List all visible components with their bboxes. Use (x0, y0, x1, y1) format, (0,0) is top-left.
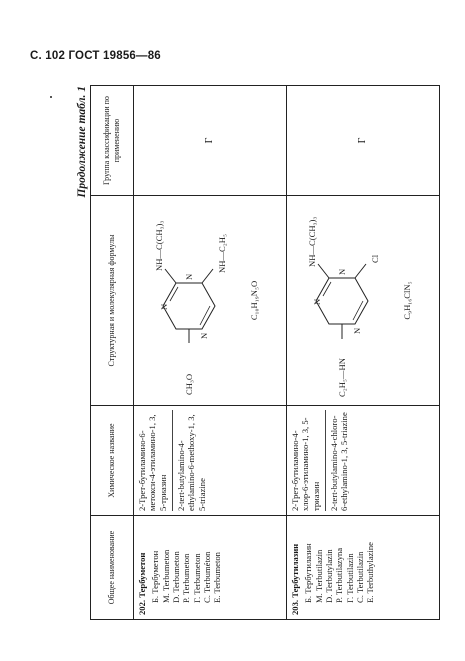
ring-nitrogen: N (184, 273, 194, 280)
structural-formula (290, 200, 396, 401)
common-name-cell (134, 516, 287, 620)
chemical-name-en: 2-tert-butylamino-4-ethylamino-6-methoxy-1, 3, 5-triazine (172, 410, 207, 511)
list-item: Е. Terbumeton (212, 552, 223, 603)
rotated-table-container (78, 86, 440, 620)
structure-cell (134, 196, 287, 406)
list-item: Р. Terbutilazyna (334, 547, 345, 603)
table-continuation-title: Продолжение табл. 1 (76, 86, 88, 198)
ring-nitrogen: N (337, 268, 347, 275)
list-item: D. Terbutylazin (323, 549, 334, 603)
substituent-top: NH—C(CH₃)₃ (307, 216, 317, 267)
list-item: Г. Terbumeton (191, 553, 202, 603)
chemical-name-ru: 2-Трет-бутиламино-4-хлор-6-этиламино-1, 3, 5-триазин (290, 417, 321, 511)
structure-cell (287, 196, 440, 406)
common-name: Тербуметон (137, 552, 147, 598)
ring-nitrogen: N (352, 327, 362, 334)
classification-table (90, 85, 440, 620)
common-name-cell (287, 516, 440, 620)
molecular-formula: C₉H₁₆ClN₅ (402, 281, 412, 320)
ring-nitrogen: N (159, 303, 169, 310)
col-header-structure: Структурная и молекулярная формулы (91, 196, 134, 406)
table-row (287, 86, 440, 620)
name-list (150, 520, 222, 603)
group-cell: Г (287, 86, 440, 196)
name-list (303, 520, 375, 603)
list-item: М. Terbumeton (160, 549, 171, 603)
stray-mark (50, 96, 52, 98)
group-cell: Г (134, 86, 287, 196)
substituent-left: CH₃O (184, 373, 194, 395)
col-header-chemical: Химическое название (91, 406, 134, 516)
list-item: D. Terbumeton (170, 551, 181, 603)
common-name: Тербутилазин (290, 543, 300, 598)
chemical-name-cell (287, 406, 440, 516)
page-header: С. 102 ГОСТ 19856—86 (30, 50, 161, 62)
substituent-bottom: Cl (370, 254, 380, 263)
substituent-left: C₂H₅—HN (337, 358, 347, 397)
table-header-row (91, 86, 134, 620)
list-item: С. Terbuméton (201, 551, 212, 603)
chemical-name-cell (134, 406, 287, 516)
structural-formula (137, 200, 243, 401)
list-item: Р. Terbumeton (181, 553, 192, 603)
list-item: Е. Terbuthylazine (365, 542, 376, 603)
row-number: 203. (290, 599, 300, 615)
substituent-bottom: NH—C₂H₅ (217, 234, 227, 273)
list-item: С. Terbutilazin (354, 551, 365, 603)
col-header-common: Общее наименование (91, 516, 134, 620)
chemical-name-en: 2-tert-butylamino-4-chloro-6-ethylamino-1, 3, 5-triazine (325, 410, 350, 511)
triazine-ring-diagram (290, 201, 390, 401)
col-header-group: Группа классификации по применению (91, 86, 134, 196)
list-item: Б. Тербуметон (150, 550, 161, 603)
molecular-formula: C₁₀H₁₉N₅O (249, 280, 259, 321)
list-item: М. Terbutilazin (313, 549, 324, 603)
triazine-ring-diagram (137, 201, 237, 401)
row-number: 202. (137, 599, 147, 615)
list-item: Г. Terbutilazin (344, 553, 355, 603)
list-item: Б. Тербутилазин (303, 543, 314, 603)
ring-nitrogen: N (199, 332, 209, 339)
table-row (134, 86, 287, 620)
substituent-top: NH—C(CH₃)₃ (154, 220, 164, 271)
ring-nitrogen: N (312, 298, 322, 305)
chemical-name-ru: 2-Трет-бутиламино-6-метокси-4-этиламино-1, 3, 5-триазин (137, 414, 168, 511)
